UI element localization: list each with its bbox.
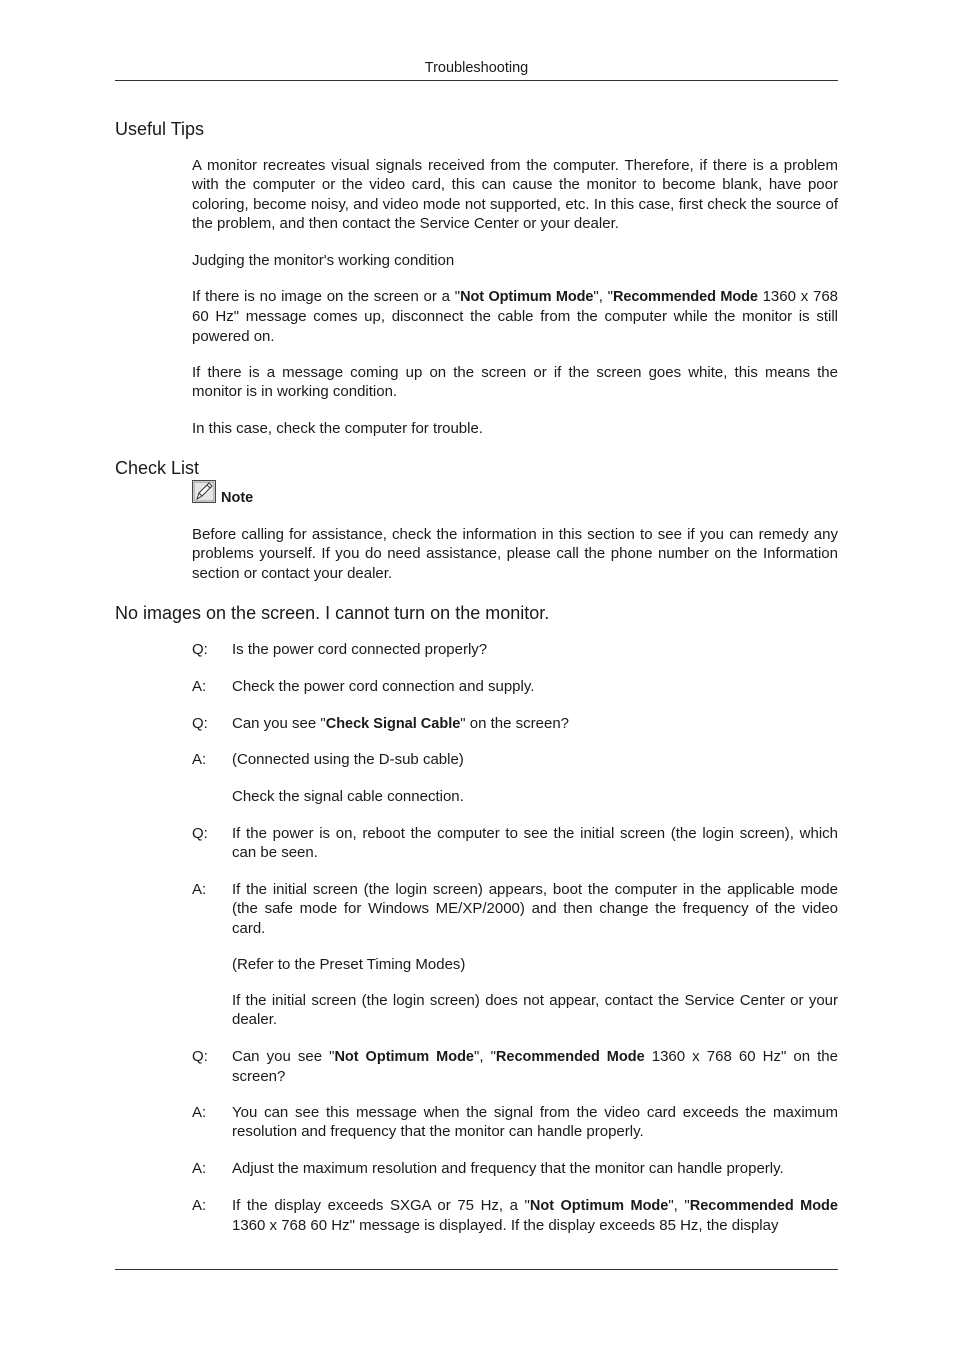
- a-label: A:: [192, 881, 207, 898]
- answer-text: (Connected using the D-sub cable): [232, 751, 464, 768]
- a-label: A:: [192, 678, 207, 695]
- answer-text: Check the signal cable connection.: [232, 788, 464, 805]
- question-text: If the power is on, reboot the computer to see the initial screen (the login screen), which can be seen.: [232, 825, 838, 862]
- note-icon: [192, 480, 216, 503]
- q-label: Q:: [192, 1048, 208, 1065]
- answer-text: If the display exceeds SXGA or 75 Hz, a "Not Optimum Mode", "Recommended Mode 1360 x 768 60 Hz" message is displayed. If the display exceeds 85 Hz, the display: [232, 1197, 838, 1235]
- check-list-heading: Check List: [115, 458, 200, 478]
- note-label: Note: [221, 490, 254, 506]
- question-text: Is the power cord connected properly?: [232, 641, 488, 658]
- question-text: Can you see "Not Optimum Mode", "Recommended Mode 1360 x 768 60 Hz" on the screen?: [232, 1048, 838, 1086]
- no-image-instruction: If there is no image on the screen or a "Not Optimum Mode", "Recommended Mode 1360 x 768 60 Hz" message comes up, disconnect the cable from the computer while the monitor is still powered on.: [192, 288, 839, 345]
- footer-rule: [115, 1269, 838, 1270]
- q-label: Q:: [192, 715, 208, 732]
- working-condition-text: If there is a message coming up on the screen or if the screen goes white, this means the monitor is in working condition.: [192, 364, 838, 401]
- judging-condition-text: Judging the monitor's working condition: [192, 252, 455, 269]
- check-computer-text: In this case, check the computer for trouble.: [192, 420, 483, 437]
- q-label: Q:: [192, 641, 208, 658]
- question-text: Can you see "Check Signal Cable" on the screen?: [232, 715, 570, 732]
- a-label: A:: [192, 1160, 207, 1177]
- note-text: Before calling for assistance, check the information in this section to see if you can remedy any problems yourself. If you do need assistance, please call the phone number on the Information section or contact your dealer.: [192, 526, 838, 582]
- answer-text: If the initial screen (the login screen) appears, boot the computer in the applicable mode (the safe mode for Windows ME/XP/2000) and then change the frequency of the video card.: [232, 881, 838, 937]
- useful-tips-intro: A monitor recreates visual signals received from the computer. Therefore, if there is a problem with the computer or the video card, this can cause the monitor to become blank, have poor coloring, become noisy, and video mode not supported, etc. In this case, first check the source of the problem, and then contact the Service Center or your dealer.: [192, 157, 838, 232]
- a-label: A:: [192, 751, 207, 768]
- a-label: A:: [192, 1197, 207, 1214]
- answer-text: Adjust the maximum resolution and frequency that the monitor can handle properly.: [232, 1160, 784, 1177]
- header-rule: [115, 80, 838, 81]
- a-label: A:: [192, 1104, 207, 1121]
- answer-text: If the initial screen (the login screen) does not appear, contact the Service Center or your dealer.: [232, 992, 838, 1029]
- answer-text: (Refer to the Preset Timing Modes): [232, 956, 466, 973]
- answer-text: You can see this message when the signal from the video card exceeds the maximum resolution and frequency that the monitor can handle properly.: [232, 1104, 838, 1141]
- q-label: Q:: [192, 825, 208, 842]
- no-images-heading: No images on the screen. I cannot turn on the monitor.: [115, 603, 550, 623]
- running-header: Troubleshooting: [424, 60, 529, 76]
- useful-tips-heading: Useful Tips: [115, 119, 205, 139]
- answer-text: Check the power cord connection and supply.: [232, 678, 535, 695]
